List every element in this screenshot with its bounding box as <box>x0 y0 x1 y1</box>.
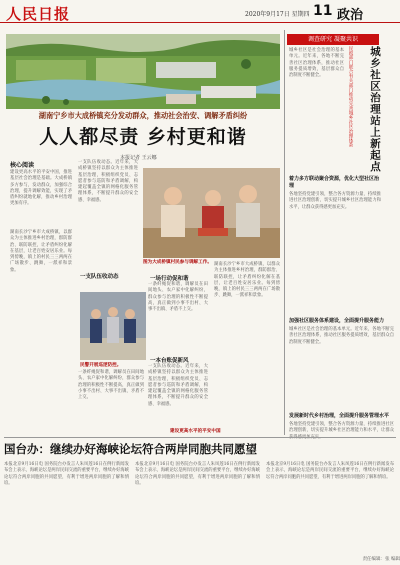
lead-column-2b: 一条纤绳促和谐，调解员在田间地头、农户家中化解纠纷，群众参与治理的积极性不断提高，真正做到小事不出村、大事不出镇、矛盾不上交。 <box>78 370 144 401</box>
newspaper-logo: 人民日报 <box>6 5 71 23</box>
right-body-text: 城乡社区是社会治理的基本单元。近年来，各地不断完善社区治理体系，推动社区服务提质增效，基层群众自治制度不断健全。 <box>289 48 344 79</box>
mediation-photo-caption: 图为大成桥镇村民参与调解工作。 <box>143 260 212 265</box>
lead-column-2: 一支队伍收动态。近年来，大成桥镇坚持以群众为主体推进基层治理，积极组织党员、志愿者参与巡防和矛盾调解，构建起覆盖全镇的网格化服务管理体系，不断提升群众的安全感、幸福感。 <box>78 160 138 203</box>
lead-photo-caption: 湖南宁乡市大成桥镇充分发动群众，推动社会治安、调解矛盾纠纷 <box>38 111 248 120</box>
column-divider <box>284 30 285 435</box>
lead-column-4: 湖南长沙宁乡市大成桥镇，以群众为主体推进乡村治理，群防群治、联防联控，让矛盾纠纷化解在基层，让老百姓安居乐业。每到傍晚，镇上的村民三三两两在广场散步、跳舞，一派祥和景象。 <box>214 262 280 299</box>
right-vertical-title: 城乡社区治理站上新起点 <box>369 46 381 173</box>
lead-footnote: 建设更高水平的平安中国 <box>170 429 221 434</box>
patrol-photo <box>80 292 146 360</box>
masthead <box>0 0 400 23</box>
right-vertical-subtitle: 民政部门联合有关部门推动完善城乡社区治理体系 <box>348 46 353 148</box>
right-body-text-4: 各地坚持党建引领，整合各方资源力量，持续推进社区治理创新，切实提升城乡社区治理能力和水平，让群众 <box>289 422 394 434</box>
page-footer: 责任编辑：张 编辑 <box>362 557 400 562</box>
right-sub3: 发展新时代乡村治理，全面提升服务管理水平 <box>289 413 390 419</box>
villagers-mediation-icon <box>143 168 280 258</box>
lead-headline: 人人都尽责 乡村更和谐 <box>39 126 247 148</box>
patrol-photo-caption: 民警开展巡逻防控。 <box>80 363 122 368</box>
aerial-village-photo <box>6 34 280 109</box>
issue-date: 2020年9月17日 星期四 <box>245 11 310 18</box>
right-body-text-3: 城乡社区是社会治理的基本单元。近年来，各地不断完善社区治理体系，推动社区服务提质增效，基层群众自治制度不断健全。 <box>289 327 394 345</box>
right-section-tag: 调查研究 凝聚共识 <box>287 34 379 45</box>
section-b-heading: 一场行动促和谐 <box>150 276 189 282</box>
page-number: 11 <box>313 3 333 19</box>
right-body-text-2: 各地坚持党建引领，整合各方资源力量，持续推进社区治理创新，切实提升城乡社区治理能力和水平，让群众获得感更加充实。 <box>289 192 381 210</box>
section-name: 政治 <box>337 8 364 23</box>
right-sub1: 着力多方联动聚合资源，优化大型社区治理 <box>289 176 380 189</box>
core-reading-heading: 核心阅读 <box>10 162 35 169</box>
bottom-column-1: 本报北京9月16日电 国务院台办发言人朱凤莲16日在例行新闻发布会上表示，海峡论坛是两岸民间交流的重要平台，继续办好海峡论坛符合两岸同胞的共同愿望，有利于增进两岸同胞的了解和情谊。 <box>4 462 129 486</box>
section-a-heading: 一支队伍收动态 <box>80 274 119 280</box>
lead-column-1: 湖南长沙宁乡市大成桥镇，以群众为主体推进乡村治理，群防群治、联防联控，让矛盾纠纷化解在基层，让老百姓安居乐业。每到傍晚，镇上的村民三三两两在广场散步、跳舞，一派祥和景象。 <box>10 230 72 273</box>
village-landscape-icon <box>6 34 280 109</box>
bottom-column-3: 本报北京9月16日电 国务院台办发言人朱凤莲16日在例行新闻发布会上表示，海峡论坛是两岸民间交流的重要平台，继续办好海峡论坛符合两岸同胞的共同愿望，有利于增进两岸同胞的了解和情谊。 <box>266 462 394 480</box>
mediation-photo <box>143 168 280 258</box>
core-reading-summary: 建设更高水平的平安中国，推进基层社会治理是基础。大成桥镇多方参与，发动群众，加强综合治理，提升调解效能，实现了矛盾纠纷就地化解，推动乡村治理更加有序。 <box>10 170 72 207</box>
lead-byline: 本报记者 王云娜 <box>120 155 157 161</box>
right-sub2: 加强社区服务体系建设，全面提升服务能力 <box>289 318 385 324</box>
police-patrol-icon <box>80 292 146 360</box>
bottom-column-2: 本报北京9月16日电 国务院台办发言人朱凤莲16日在例行新闻发布会上表示，海峡论坛是两岸民间交流的重要平台，继续办好海峡论坛符合两岸同胞的共同愿望，有利于增进两岸同胞的了解和情谊。 <box>135 462 260 486</box>
bottom-headline: 国台办：继续办好海峡论坛符合两岸同胞共同愿望 <box>4 442 257 456</box>
lead-column-3b: 一支队伍收动态。近年来，大成桥镇坚持以群众为主体推进基层治理，积极组织党员、志愿者参与巡防和矛盾调解，构建起覆盖全镇的网格化服务管理体系，不断提升群众的安全感、幸福感。 <box>148 364 208 407</box>
bottom-divider <box>4 437 396 438</box>
section-c-heading: 一本台账促新风 <box>150 358 189 364</box>
lead-column-3: 一条纤绳促和谐，调解员在田间地头、农户家中化解纠纷，群众参与治理的积极性不断提高，真正做到小事不出村、大事不出镇、矛盾不上交。 <box>148 282 208 313</box>
